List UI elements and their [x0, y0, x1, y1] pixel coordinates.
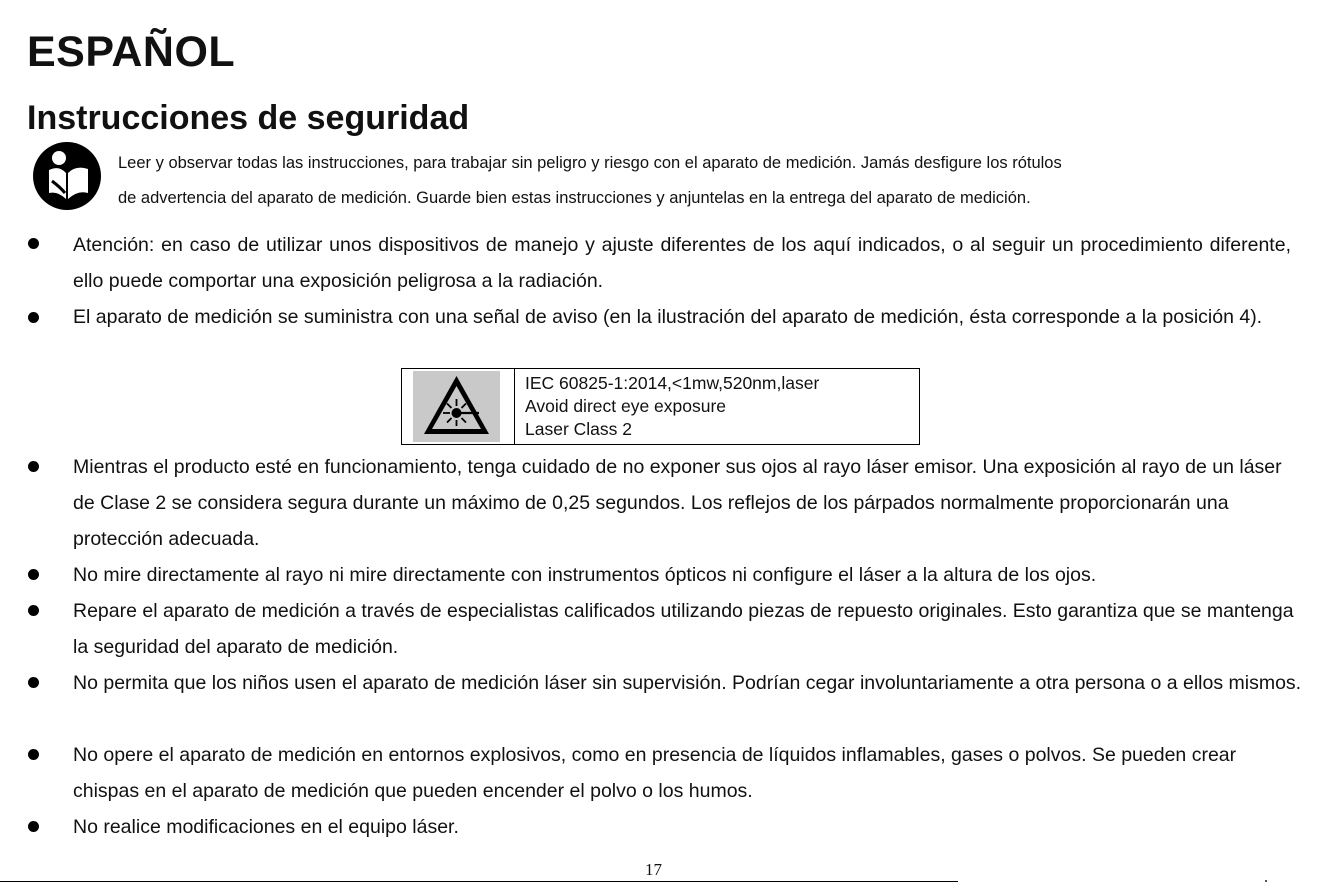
bullet-dot-icon	[28, 569, 39, 580]
bullet-dot-icon	[28, 749, 39, 760]
bullet-dot-icon	[28, 605, 39, 616]
bullet-text: Atención: en caso de utilizar unos dispositivos de manejo y ajuste diferentes de los aquí indicados, o al seguir un procedimiento diferente, ello puede comportar una exposición peligrosa a la radiación.	[73, 234, 1291, 292]
section-heading: Instrucciones de seguridad	[27, 99, 470, 137]
page-number: 17	[645, 860, 662, 879]
corner-mark	[1265, 880, 1267, 882]
bullet-text: Mientras el producto esté en funcionamiento, tenga cuidado de no exponer sus ojos al rayo láser emisor. Una exposición al rayo de un láser de Clase 2 se considera segura durante un máximo de 0,25 segundos. Los reflejos de los párpados normalmente proporcionarán una protección adecuada.	[73, 456, 1282, 550]
footer-divider	[0, 881, 958, 882]
bullet-dot-icon	[28, 461, 39, 472]
laser-label-text	[525, 372, 819, 441]
bullet-text: No permita que los niños usen el aparato de medición láser sin supervisión. Podrían cegar involuntariamente a otra persona o a ellos mismos.	[73, 672, 1302, 694]
language-heading: ESPAÑOL	[27, 28, 236, 76]
bullet-text: Repare el aparato de medición a través de especialistas calificados utilizando piezas de repuesto originales. Esto garantiza que se mantenga la seguridad del aparato de medición.	[73, 600, 1294, 658]
bullet-text: El aparato de medición se suministra con una señal de aviso (en la ilustración del aparato de medición, ésta corresponde a la posición 4).	[73, 306, 1263, 328]
bullet-text: No realice modificaciones en el equipo láser.	[73, 816, 459, 838]
label-icon-background	[413, 371, 500, 442]
laser-warning-label	[401, 368, 920, 445]
bullet-dot-icon	[28, 821, 39, 832]
laser-label-class: Laser Class 2	[525, 419, 632, 439]
intro-line-2: de advertencia del aparato de medición. Guarde bien estas instrucciones y anjuntelas en la entrega del aparato de medición.	[118, 189, 1031, 207]
bullet-dot-icon	[28, 312, 39, 323]
laser-label-standard: IEC 60825-1:2014,<1mw,520nm,laser	[525, 373, 820, 393]
laser-label-warning: Avoid direct eye exposure	[525, 396, 727, 416]
intro-line-1: Leer y observar todas las instrucciones, para trabajar sin peligro y riesgo con el aparato de medición. Jamás desfigure los rótulos	[118, 154, 1062, 172]
bullet-text: No opere el aparato de medición en entornos explosivos, como en presencia de líquidos inflamables, gases o polvos. Se pueden crear chispas en el aparato de medición que pueden encender el polvo o los humos.	[73, 744, 1237, 802]
read-manual-icon	[32, 141, 102, 211]
bullet-dot-icon	[28, 238, 39, 249]
bullet-text: No mire directamente al rayo ni mire directamente con instrumentos ópticos ni configure el láser a la altura de los ojos.	[73, 564, 1097, 586]
label-icon-cell	[402, 369, 515, 444]
laser-warning-icon	[413, 371, 500, 442]
intro-text	[118, 146, 1298, 216]
bullet-dot-icon	[28, 677, 39, 688]
